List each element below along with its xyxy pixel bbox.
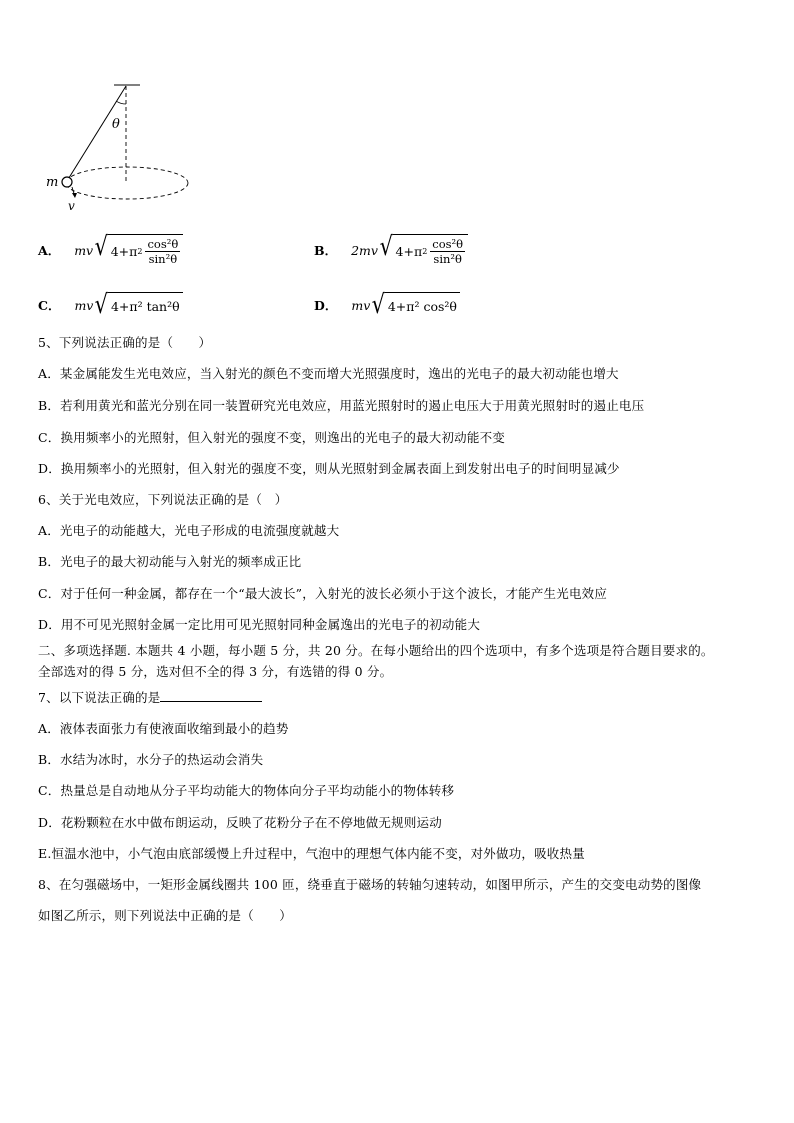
q7-stem <box>38 688 262 706</box>
q4-option-b[interactable] <box>314 234 468 266</box>
q7-option-b[interactable]: B．水结为冰时，水分子的热运动会消失 <box>38 752 264 767</box>
sqrt-lead: 4+π <box>395 244 423 259</box>
q5-option-d[interactable]: D．换用频率小的光照射，但入射光的强度不变，则从光照射到金属表面上到发射出电子的时间明显减少 <box>38 461 620 476</box>
formula-prefix: mv <box>74 297 94 313</box>
fraction <box>430 237 465 266</box>
sqrt: √ 4+π² cos²θ <box>370 292 460 318</box>
section2-instructions-line1: 二、多项选择题. 本题共 4 小题，每小题 5 分，共 20 分。在每小题给出的四个选项中，有多个选项是符合题目要求的。 <box>38 643 714 658</box>
q6-option-b[interactable]: B．光电子的最大初动能与入射光的频率成正比 <box>38 554 302 569</box>
sqrt: √ 4+π² tan²θ <box>93 292 182 318</box>
circular-path-dashed <box>66 167 188 199</box>
sqrt: √ 4+π 2 $\frac{\text{cos²θ}}{\text{sin²θ}}$ <box>378 234 468 266</box>
q6-stem: 6、关于光电效应，下列说法正确的是（ ） <box>38 492 288 507</box>
mass-label: m <box>46 175 59 190</box>
q8-stem-line1: 8、在匀强磁场中，一矩形金属线圈共 100 匝，绕垂直于磁场的转轴匀速转动，如图甲所示，产生的交变电动势的图像 <box>38 877 702 892</box>
sqrt: √ 4+π 2 $\frac{\text{cos²θ}}{\text{sin²θ}}$ <box>93 234 183 266</box>
formula-prefix: 2mv <box>351 242 378 258</box>
fraction-numerator: cos²θ <box>147 237 179 251</box>
q6-option-c[interactable]: C．对于任何一种金属，都存在一个“最大波长”，入射光的波长必须小于这个波长，才能产生光电效应 <box>38 586 608 601</box>
fraction-denominator: sin²θ <box>433 252 462 266</box>
formula <box>351 292 460 318</box>
mass-ball <box>62 177 72 187</box>
q7-stem-text: 7、以下说法正确的是 <box>38 690 161 705</box>
velocity-arrowhead <box>72 193 77 198</box>
sqrt-lead: 4+π <box>110 244 138 259</box>
formula <box>351 234 468 266</box>
fraction-denominator: sin²θ <box>148 252 178 266</box>
q4-option-d[interactable] <box>314 292 460 318</box>
velocity-label: v <box>68 199 75 213</box>
q6-option-a[interactable]: A．光电子的动能越大，光电子形成的电流强度就越大 <box>38 523 340 538</box>
q5-option-c[interactable]: C．换用频率小的光照射，但入射光的强度不变，则逸出的光电子的最大初动能不变 <box>38 430 505 445</box>
option-label: B． <box>314 243 338 258</box>
angle-label: θ <box>112 117 120 132</box>
q5-option-a[interactable]: A．某金属能发生光电效应，当入射光的颜色不变而增大光照强度时，逸出的光电子的最大初动能也增大 <box>38 366 619 381</box>
pendulum-string <box>67 86 126 181</box>
q5-option-b[interactable]: B．若利用黄光和蓝光分别在同一装置研究光电效应，用蓝光照射时的遏止电压大于用黄光照射时的遏止电压 <box>38 398 645 413</box>
q4-option-c[interactable] <box>38 292 183 318</box>
q7-option-e[interactable]: E.恒温水池中，小气泡由底部缓慢上升过程中，气泡中的理想气体内能不变，对外做功，吸收热量 <box>38 846 585 861</box>
answer-blank[interactable] <box>160 689 262 702</box>
q4-option-a[interactable] <box>38 234 183 266</box>
q7-option-c[interactable]: C．热量总是自动地从分子平均动能大的物体向分子平均动能小的物体转移 <box>38 783 455 798</box>
q7-option-d[interactable]: D．花粉颗粒在水中做布朗运动，反映了花粉分子在不停地做无规则运动 <box>38 815 442 830</box>
conical-pendulum-figure <box>40 80 200 220</box>
sqrt-body: 4+π² tan²θ <box>108 292 183 318</box>
formula-prefix: mv <box>351 297 371 313</box>
sqrt-body: 4+π² cos²θ <box>385 292 460 318</box>
fraction-numerator: cos²θ <box>432 237 464 251</box>
q6-option-d[interactable]: D．用不可见光照射金属一定比用可见光照射同种金属逸出的光电子的初动能大 <box>38 617 481 632</box>
formula <box>74 292 182 318</box>
angle-arc <box>117 101 127 104</box>
option-label: D． <box>314 298 338 313</box>
formula-prefix: mv <box>74 242 94 258</box>
fraction <box>145 237 180 266</box>
option-label: C． <box>38 298 61 313</box>
q7-option-a[interactable]: A．液体表面张力有使液面收缩到最小的趋势 <box>38 721 289 736</box>
formula <box>74 234 183 266</box>
q5-stem: 5、下列说法正确的是（ ） <box>38 335 212 350</box>
q8-stem-line2: 如图乙所示，则下列说法中正确的是（ ） <box>38 908 293 923</box>
option-label: A． <box>38 243 61 258</box>
section2-instructions-line2: 全部选对的得 5 分，选对但不全的得 3 分，有选错的得 0 分。 <box>38 664 393 679</box>
